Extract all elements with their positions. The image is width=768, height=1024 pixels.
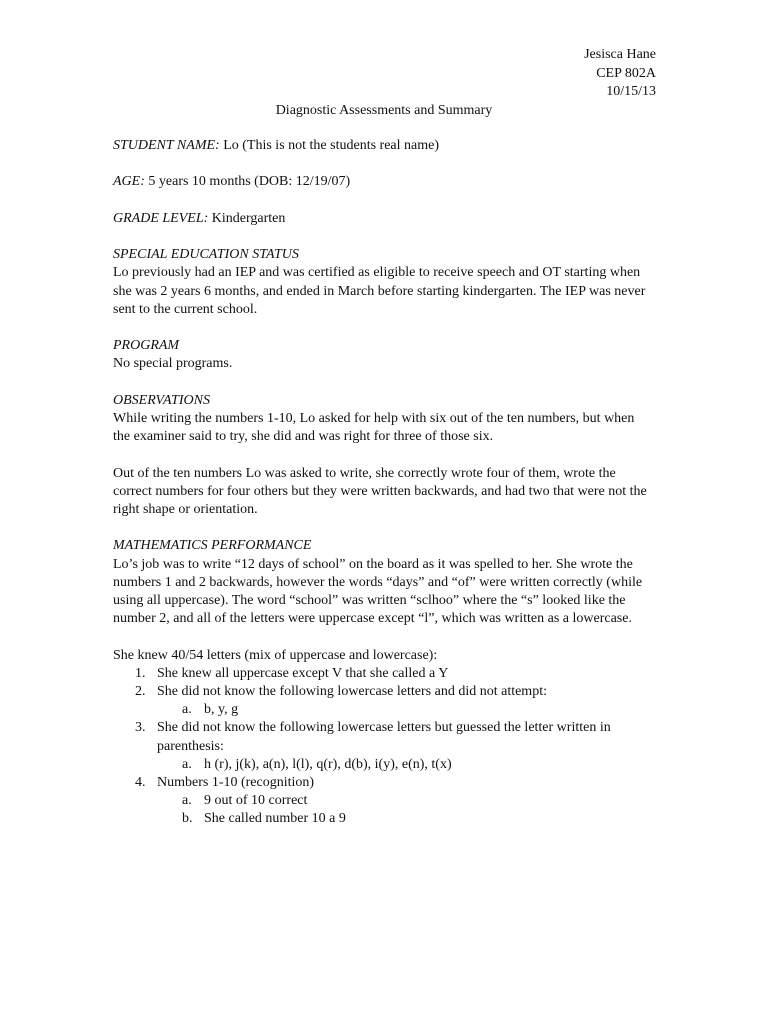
list-number: 2.: [135, 683, 146, 699]
grade-level-line: [113, 210, 653, 228]
student-name-label: STUDENT NAME:: [113, 138, 220, 153]
math-paragraph-1: Lo’s job was to write “12 days of school” on the board as it was spelled to her. She wrote the numbers 1 and 2 backwards, however the words “days” and “of” were written correctly (while using all uppercase). The word “school” was written “sclhoo” where the “s” looked like the number 2, and all of the letters were uppercase except “l”, which was written as a lowercase.: [113, 556, 643, 627]
sub-list-letter: a.: [182, 756, 192, 772]
document-body: [113, 137, 653, 829]
list-item-text: She did not know the following lowercase letters but guessed the letter written in parenthesis:: [157, 720, 611, 754]
list-number: 4.: [135, 774, 146, 790]
sub-list-item-text: She called number 10 a 9: [204, 811, 346, 827]
special-education-text: Lo previously had an IEP and was certified as eligible to receive speech and OT starting when she was 2 years 6 months, and ended in March before starting kindergarten. The IEP was never sent to the current school.: [113, 265, 646, 317]
special-education-heading: SPECIAL EDUCATION STATUS: [113, 247, 299, 263]
math-paragraph-2: She knew 40/54 letters (mix of uppercase and lowercase):: [113, 647, 438, 663]
sub-list: [157, 792, 653, 828]
grade-level-label: GRADE LEVEL:: [113, 210, 209, 226]
observations-paragraph-2: Out of the ten numbers Lo was asked to write, she correctly wrote four of them, wrote the correct numbers for four others but they were written backwards, and had two that were not the right shape or orientation.: [113, 465, 647, 517]
list-item-text: She knew all uppercase except V that she called a Y: [157, 665, 449, 681]
list-item: [113, 683, 653, 719]
program-heading: PROGRAM: [113, 338, 180, 354]
author-name: Jesisca Hane: [584, 47, 656, 62]
grade-level-value: Kindergarten: [211, 210, 286, 226]
sub-list-item-text: 9 out of 10 correct: [204, 793, 308, 809]
sub-list: [157, 701, 653, 719]
age-label: AGE:: [113, 174, 145, 190]
sub-list-letter: b.: [182, 811, 193, 827]
sub-list-item: [157, 701, 653, 719]
math-heading: MATHEMATICS PERFORMANCE: [113, 538, 312, 554]
document-date: 10/15/13: [606, 84, 656, 99]
sub-list-letter: a.: [182, 702, 192, 718]
sub-list-letter: a.: [182, 793, 192, 809]
sub-list-item: [157, 792, 653, 810]
list-item-text: Numbers 1-10 (recognition): [157, 774, 315, 790]
list-number: 1.: [135, 665, 146, 681]
list-number: 3.: [135, 720, 146, 736]
letter-knowledge-list: [113, 665, 653, 829]
sub-list-item: [157, 756, 653, 774]
list-item: [113, 665, 653, 683]
student-name-line: [113, 137, 653, 155]
age-value: 5 years 10 months (DOB: 12/19/07): [148, 174, 351, 190]
student-name-value: Lo (This is not the students real name): [223, 138, 439, 153]
course-code: CEP 802A: [596, 65, 656, 81]
list-item: [113, 719, 653, 774]
list-item-text: She did not know the following lowercase letters and did not attempt:: [157, 683, 547, 699]
observations-paragraph-1: While writing the numbers 1-10, Lo asked for help with six out of the ten numbers, but when the examiner said to try, she did and was right for three of those six.: [113, 410, 635, 445]
program-text: No special programs.: [113, 356, 233, 372]
document-title: Diagnostic Assessments and Summary: [275, 103, 493, 118]
document-header: [584, 46, 656, 102]
list-item: [113, 774, 653, 829]
sub-list-item-text: h (r), j(k), a(n), l(l), q(r), d(b), i(y), e(n), t(x): [204, 756, 452, 772]
sub-list-item-text: b, y, g: [204, 702, 239, 718]
sub-list-item: [157, 810, 653, 828]
observations-heading: OBSERVATIONS: [113, 392, 210, 408]
sub-list: [157, 756, 653, 774]
age-line: [113, 173, 653, 191]
